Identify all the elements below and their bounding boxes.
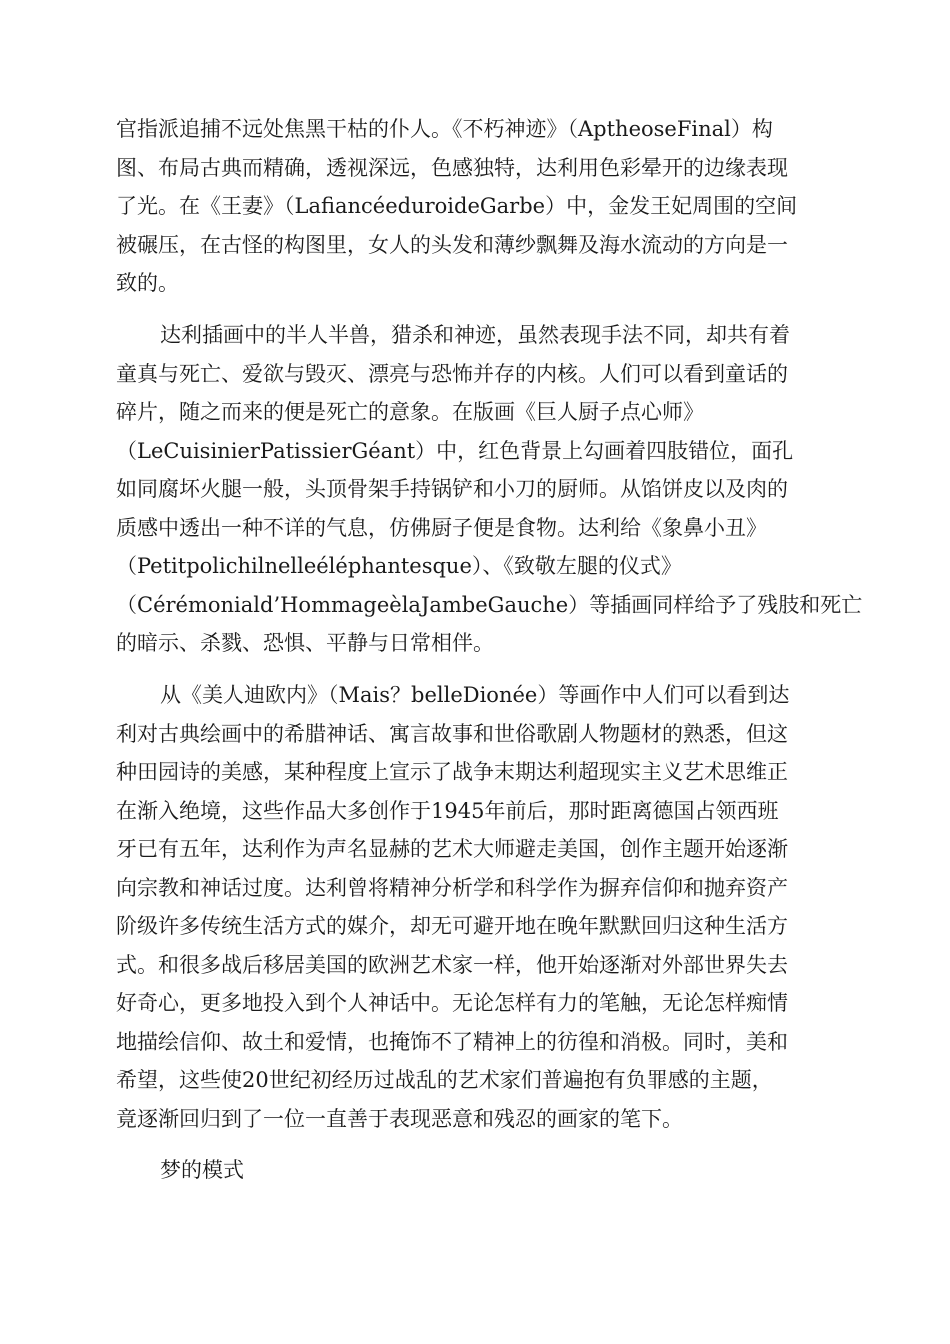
text-line: 式。和很多战后移居美国的欧洲艺术家一样，他开始逐渐对外部世界失去	[116, 952, 788, 977]
text-line: 希望，这些使20世纪初经历过战乱的艺术家们普遍抱有负罪感的主题，	[116, 1068, 773, 1092]
text-line: 好奇心，更多地投入到个人神话中。无论怎样有力的笔触，无论怎样痴情	[116, 991, 788, 1015]
section-heading-dream-mode	[116, 1151, 836, 1190]
text-line: 在渐入绝境，这些作品大多创作于1945年前后，那时距离德国占领西班	[116, 798, 779, 823]
text-line: 的暗示、杀戮、恐惧、平静与日常相伴。	[116, 631, 494, 655]
text-line: 向宗教和神话过度。达利曾将精神分析学和科学作为摒弃信仰和抛弃资产	[116, 875, 788, 900]
paragraph-1	[116, 110, 836, 303]
text-line: 被碾压，在古怪的构图里，女人的头发和薄纱飘舞及海水流动的方向是一	[116, 232, 788, 257]
text-line: 达利插画中的半人半兽，猎杀和神迹，虽然表现手法不同，却共有着	[160, 323, 790, 347]
text-line: 利对古典绘画中的希腊神话、寓言故事和世俗歌剧人物题材的熟悉，但这	[116, 721, 788, 746]
text-line: 碎片，随之而来的便是死亡的意象。在版画《巨人厨子点心师》	[116, 400, 704, 424]
paragraph-2	[116, 316, 863, 663]
text-line: 官指派追捕不远处焦黑干枯的仆人。《不朽神迹》（AptheoseFinal）构	[116, 117, 773, 141]
text-line: （LeCuisinierPatissierGéant）中，红色背景上勾画着四肢错位，面孔	[116, 438, 794, 463]
text-line: 地描绘信仰、故土和爱情，也掩饰不了精神上的彷徨和消极。同时，美和	[116, 1029, 788, 1054]
text-line: 童真与死亡、爱欲与毁灭、漂亮与恐怖并存的内核。人们可以看到童话的	[116, 361, 788, 386]
text-line: 种田园诗的美感，某种程度上宣示了战争末期达利超现实主义艺术思维正	[116, 760, 788, 784]
text-line: 阶级许多传统生活方式的媒介，却无可避开地在晚年默默回归这种生活方	[116, 914, 788, 938]
text-line: 致的。	[116, 271, 179, 295]
text-line: 从《美人迪欧内》（Mais？belleDionée）等画作中人们可以看到达	[160, 683, 790, 707]
heading-text: 梦的模式	[160, 1158, 244, 1182]
text-line: 牙已有五年，达利作为声名显赫的艺术大师避走美国，创作主题开始逐渐	[116, 837, 788, 861]
paragraph-3	[116, 676, 836, 1138]
text-line: （Cérémoniald’HommageèlaJambeGauche）等插画同样给予了残肢和死亡	[116, 592, 863, 617]
text-line: 质感中透出一种不详的气息，仿佛厨子便是食物。达利给《象鼻小丑》	[116, 515, 767, 540]
text-line: 图、布局古典而精确，透视深远，色感独特，达利用色彩晕开的边缘表现	[116, 155, 788, 180]
text-line: 竟逐渐回归到了一位一直善于表现恶意和残忍的画家的笔下。	[116, 1106, 683, 1131]
text-line: （Petitpolichilnelleéléphantesque）、《致敬左腿的仪式》	[116, 554, 682, 578]
text-line: 如同腐坏火腿一般，头顶骨架手持锅铲和小刀的厨师。从馅饼皮以及肉的	[116, 477, 788, 501]
text-line: 了光。在《王妻》（LafiancéeduroideGarbe）中，金发王妃周围的空间	[116, 194, 798, 218]
